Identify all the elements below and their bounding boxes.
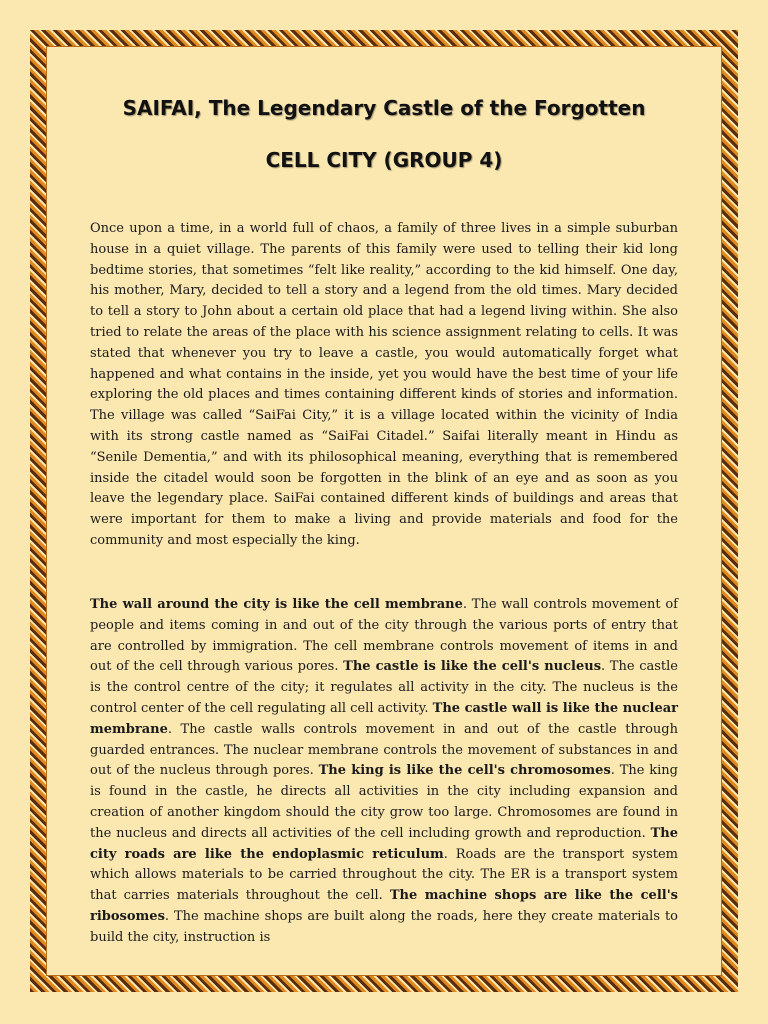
- bold-phrase-ribosomes: The machine shops are like the cell's ribosomes: [90, 888, 678, 924]
- text-nuclear-membrane: . The castle walls controls movement in and out of the castle through guarded entrances. The nuclear membrane controls the movement of substances in and out of the nucleus through pores.: [90, 721, 678, 779]
- bold-phrase-chromosomes: The king is like the cell's chromosomes: [318, 763, 611, 779]
- bold-phrase-endoplasmic-reticulum: The city roads are like the endoplasmic reticulum: [90, 825, 678, 862]
- text-ribosomes: . The machine shops are built along the roads, here they create materials to build the city, instruction is: [90, 908, 678, 945]
- paragraph-intro: Once upon a time, in a world full of chaos, a family of three lives in a simple suburban house in a quiet village. The parents of this family were used to telling their kid long bedtime stories, that sometimes “felt like reality,” according to the kid himself. One day, his mother, Mary, decided to tell a story and a legend from the old times. Mary decided to tell a story to John about a certain old place that had a legend living within. She also tried to relate the areas of the place with his science assignment relating to cells. It was stated that whenever you try to leave a castle, you would automatically forget what happened and what contains in the inside, yet you would have the best time of your life exploring the old places and times containing different kinds of stories and information. The village was called “SaiFai City,” it is a village located within the vicinity of India with its strong castle named as “SaiFai Citadel.” Saifai literally meant in Hindu as “Senile Dementia,” and with its philosophical meaning, everything that is remembered inside the citadel would soon be forgotten in the blink of an eye and as soon as you leave the legendary place. SaiFai contained different kinds of buildings and areas that were important for them to make a living and provide materials and food for the community and most especially the king.: [90, 221, 678, 548]
- title-line-1: SAIFAI, The Legendary Castle of the Forgotten: [122, 96, 646, 120]
- text-chromosomes: . The king is found in the castle, he directs all activities in the city including expansion and creation of another kingdom should the city grow too large. Chromosomes are found in the nucleus and directs all activities of the cell including growth and reproduction.: [90, 763, 678, 841]
- bold-phrase-nucleus: The castle is like the cell's nucleus: [343, 659, 602, 675]
- text-cell-membrane: . The wall controls movement of people and items coming in and out of the city through the various ports of entry that are controlled by immigration. The cell membrane controls movement of items in and out of the cell through various pores.: [90, 597, 678, 675]
- title-line-2: CELL CITY (GROUP 4): [265, 148, 503, 172]
- bold-phrase-cell-membrane: The wall around the city is like the cell membrane: [90, 597, 463, 612]
- paragraph-cell-analogy: [90, 595, 678, 949]
- bold-phrase-nuclear-membrane: The castle wall is like the nuclear membrane: [90, 700, 679, 737]
- text-endoplasmic-reticulum: . Roads are the transport system which allows materials to be carried throughout the city. The ER is a transport system that carries materials throughout the cell.: [90, 846, 678, 904]
- text-nucleus: . The castle is the control centre of the city; it regulates all activity in the city. The nucleus is the control center of the cell regulating all cell activity.: [90, 659, 678, 716]
